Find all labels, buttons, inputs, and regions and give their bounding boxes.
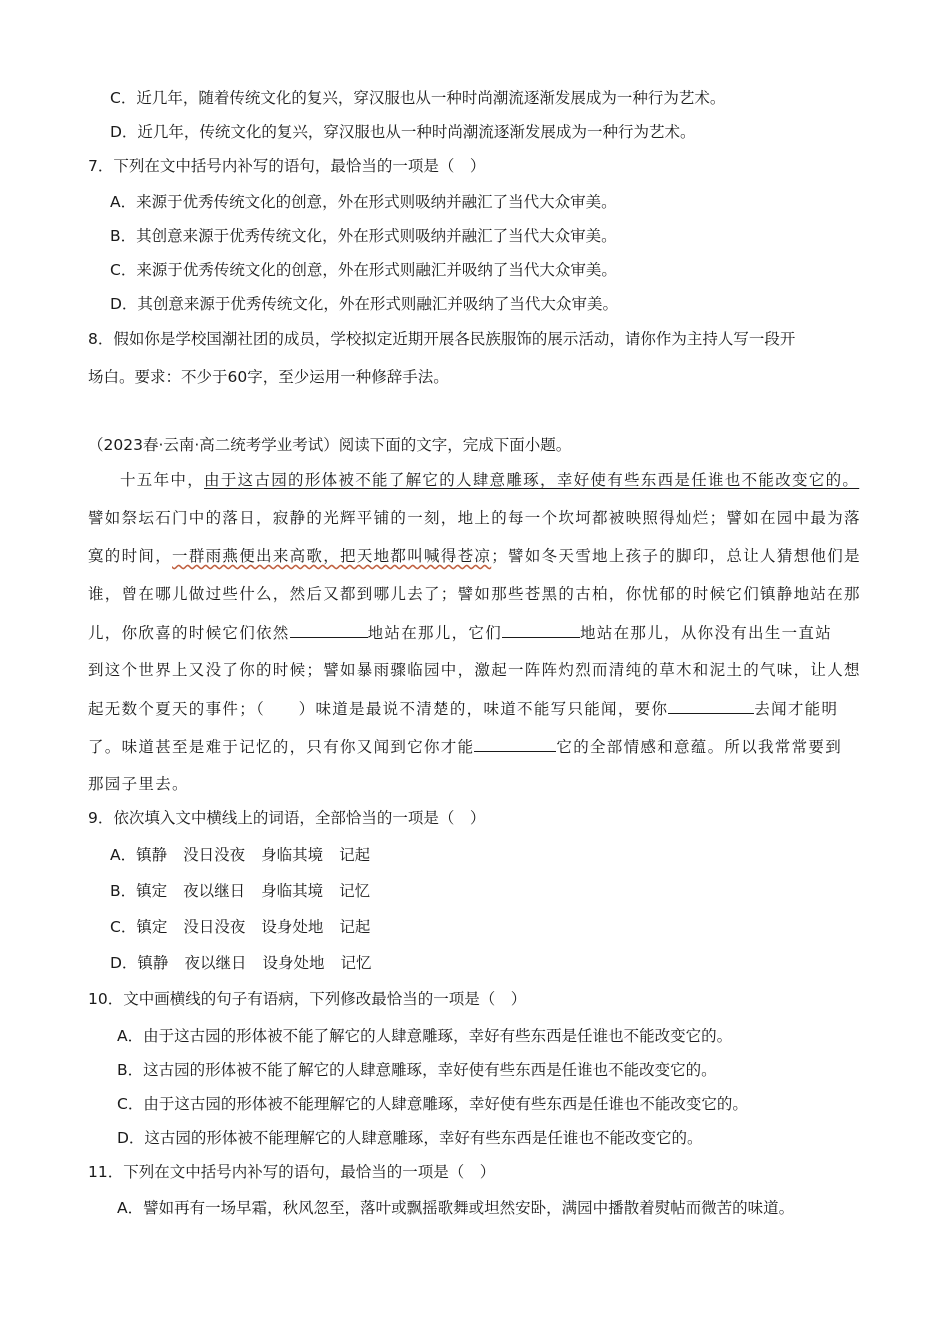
option-word: 记忆 bbox=[339, 882, 371, 900]
q10-option-b: B．这古园的形体被不能了解它的人肆意雕琢，幸好使有些东西是任谁也不能改变它的。 bbox=[117, 1061, 717, 1079]
passage-intro-text: 十五年中， bbox=[120, 471, 205, 489]
q8-stem-line2: 场白。要求：不少于60字，至少运用一种修辞手法。 bbox=[88, 368, 449, 386]
q11-option-a: A．譬如再有一场早霜，秋风忽至，落叶或飘摇歌舞或坦然安卧，满园中播散着熨帖而微苦的味道。 bbox=[117, 1199, 795, 1217]
q11-stem: 11．下列在文中括号内补写的语句，最恰当的一项是（ ） bbox=[88, 1163, 496, 1181]
option-word: D．镇静 bbox=[110, 954, 169, 972]
option-word: A．镇静 bbox=[110, 846, 168, 864]
option-word: 没日没夜 bbox=[183, 846, 246, 864]
passage-text: ；譬如冬天雪地上孩子的脚印，总让人猜想他们是 bbox=[491, 547, 861, 565]
q7-option-c: C．来源于优秀传统文化的创意，外在形式则融汇并吸纳了当代大众审美。 bbox=[110, 261, 617, 279]
q9-stem: 9．依次填入文中横线上的词语，全部恰当的一项是（ ） bbox=[88, 809, 486, 827]
q6-option-c: C．近几年，随着传统文化的复兴，穿汉服也从一种时尚潮流逐渐发展成为一种行为艺术。 bbox=[110, 89, 726, 107]
passage-line-5 bbox=[88, 622, 832, 643]
passage-source: （2023春·云南·高二统考学业考试）阅读下面的文字，完成下面小题。 bbox=[88, 436, 572, 454]
fill-blank-3 bbox=[668, 698, 754, 714]
q7-option-d: D．其创意来源于优秀传统文化，外在形式则融汇并吸纳了当代大众审美。 bbox=[110, 295, 618, 313]
passage-line-7 bbox=[88, 698, 838, 719]
option-word: 身临其境 bbox=[261, 846, 324, 864]
q10-stem: 10．文中画横线的句子有语病，下列修改最恰当的一项是（ ） bbox=[88, 990, 527, 1008]
option-word: 夜以继日 bbox=[184, 954, 247, 972]
passage-line-9: 那园子里去。 bbox=[88, 775, 189, 793]
q8-stem-line1: 8．假如你是学校国潮社团的成员，学校拟定近期开展各民族服饰的展示活动，请你作为主持人写一段开 bbox=[88, 330, 796, 348]
fill-blank-4 bbox=[474, 736, 556, 752]
passage-line-6: 到这个世界上又没了你的时候；譬如暴雨骤临园中，激起一阵阵灼烈而清纯的草木和泥土的气味，让人想 bbox=[88, 661, 861, 679]
passage-text: 去闻才能明 bbox=[754, 700, 839, 718]
wavy-underlined-phrase: 一群雨燕便出来高歌，把天地都叫喊得苍凉 bbox=[172, 547, 492, 565]
passage-line-1 bbox=[120, 470, 859, 490]
q9-option-d bbox=[110, 953, 371, 973]
passage-line-8 bbox=[88, 736, 842, 757]
q10-option-c: C．由于这古园的形体被不能理解它的人肆意雕琢，幸好使有些东西是任谁也不能改变它的。 bbox=[117, 1095, 748, 1113]
underlined-sentence: 由于这古园的形体被不能了解它的人肆意雕琢，幸好使有些东西是任谁也不能改变它的。 bbox=[204, 471, 860, 489]
q9-option-b bbox=[110, 881, 370, 901]
option-word: B．镇定 bbox=[110, 882, 168, 900]
passage-text: 地站在那儿，从你没有出生一直站 bbox=[580, 624, 833, 642]
passage-line-4: 谁，曾在哪儿做过些什么，然后又都到哪儿去了；譬如那些苍黑的古柏，你忧郁的时候它们镇静地站在那 bbox=[88, 585, 861, 603]
option-word: 记起 bbox=[339, 918, 371, 936]
passage-text: 寞的时间， bbox=[88, 547, 173, 565]
passage-text: 它的全部情感和意蕴。所以我常常要到 bbox=[556, 738, 843, 756]
passage-line-3 bbox=[88, 546, 861, 566]
option-word: 没日没夜 bbox=[183, 918, 246, 936]
option-word: 身临其境 bbox=[261, 882, 324, 900]
option-word: 记起 bbox=[339, 846, 371, 864]
option-word: C．镇定 bbox=[110, 918, 168, 936]
q7-option-b: B．其创意来源于优秀传统文化，外在形式则吸纳并融汇了当代大众审美。 bbox=[110, 227, 617, 245]
fill-blank-2 bbox=[502, 622, 580, 638]
passage-text: 了。味道甚至是难于记忆的，只有你又闻到它你才能 bbox=[88, 738, 475, 756]
fill-blank-1 bbox=[290, 622, 368, 638]
passage-text: 地站在那儿，它们 bbox=[367, 624, 503, 642]
passage-line-2: 譬如祭坛石门中的落日，寂静的光辉平铺的一刻，地上的每一个坎坷都被映照得灿烂；譬如在园中最为落 bbox=[88, 509, 861, 527]
passage-text: 儿，你欣喜的时候它们依然 bbox=[88, 624, 290, 642]
option-word: 设身处地 bbox=[262, 954, 325, 972]
q6-option-d: D．近几年，传统文化的复兴，穿汉服也从一种时尚潮流逐渐发展成为一种行为艺术。 bbox=[110, 123, 696, 141]
option-word: 设身处地 bbox=[261, 918, 324, 936]
option-word: 记忆 bbox=[340, 954, 372, 972]
q7-option-a: A．来源于优秀传统文化的创意，外在形式则吸纳并融汇了当代大众审美。 bbox=[110, 193, 617, 211]
q7-stem: 7．下列在文中括号内补写的语句，最恰当的一项是（ ） bbox=[88, 157, 486, 175]
q9-option-a bbox=[110, 845, 370, 865]
q9-option-c bbox=[110, 917, 370, 937]
passage-text: 起无数个夏天的事件；（ ）味道是最说不清楚的，味道不能写只能闻，要你 bbox=[88, 700, 669, 718]
option-word: 夜以继日 bbox=[183, 882, 246, 900]
q10-option-a: A．由于这古园的形体被不能了解它的人肆意雕琢，幸好有些东西是任谁也不能改变它的。 bbox=[117, 1027, 733, 1045]
q10-option-d: D．这古园的形体被不能理解它的人肆意雕琢，幸好有些东西是任谁也不能改变它的。 bbox=[117, 1129, 703, 1147]
